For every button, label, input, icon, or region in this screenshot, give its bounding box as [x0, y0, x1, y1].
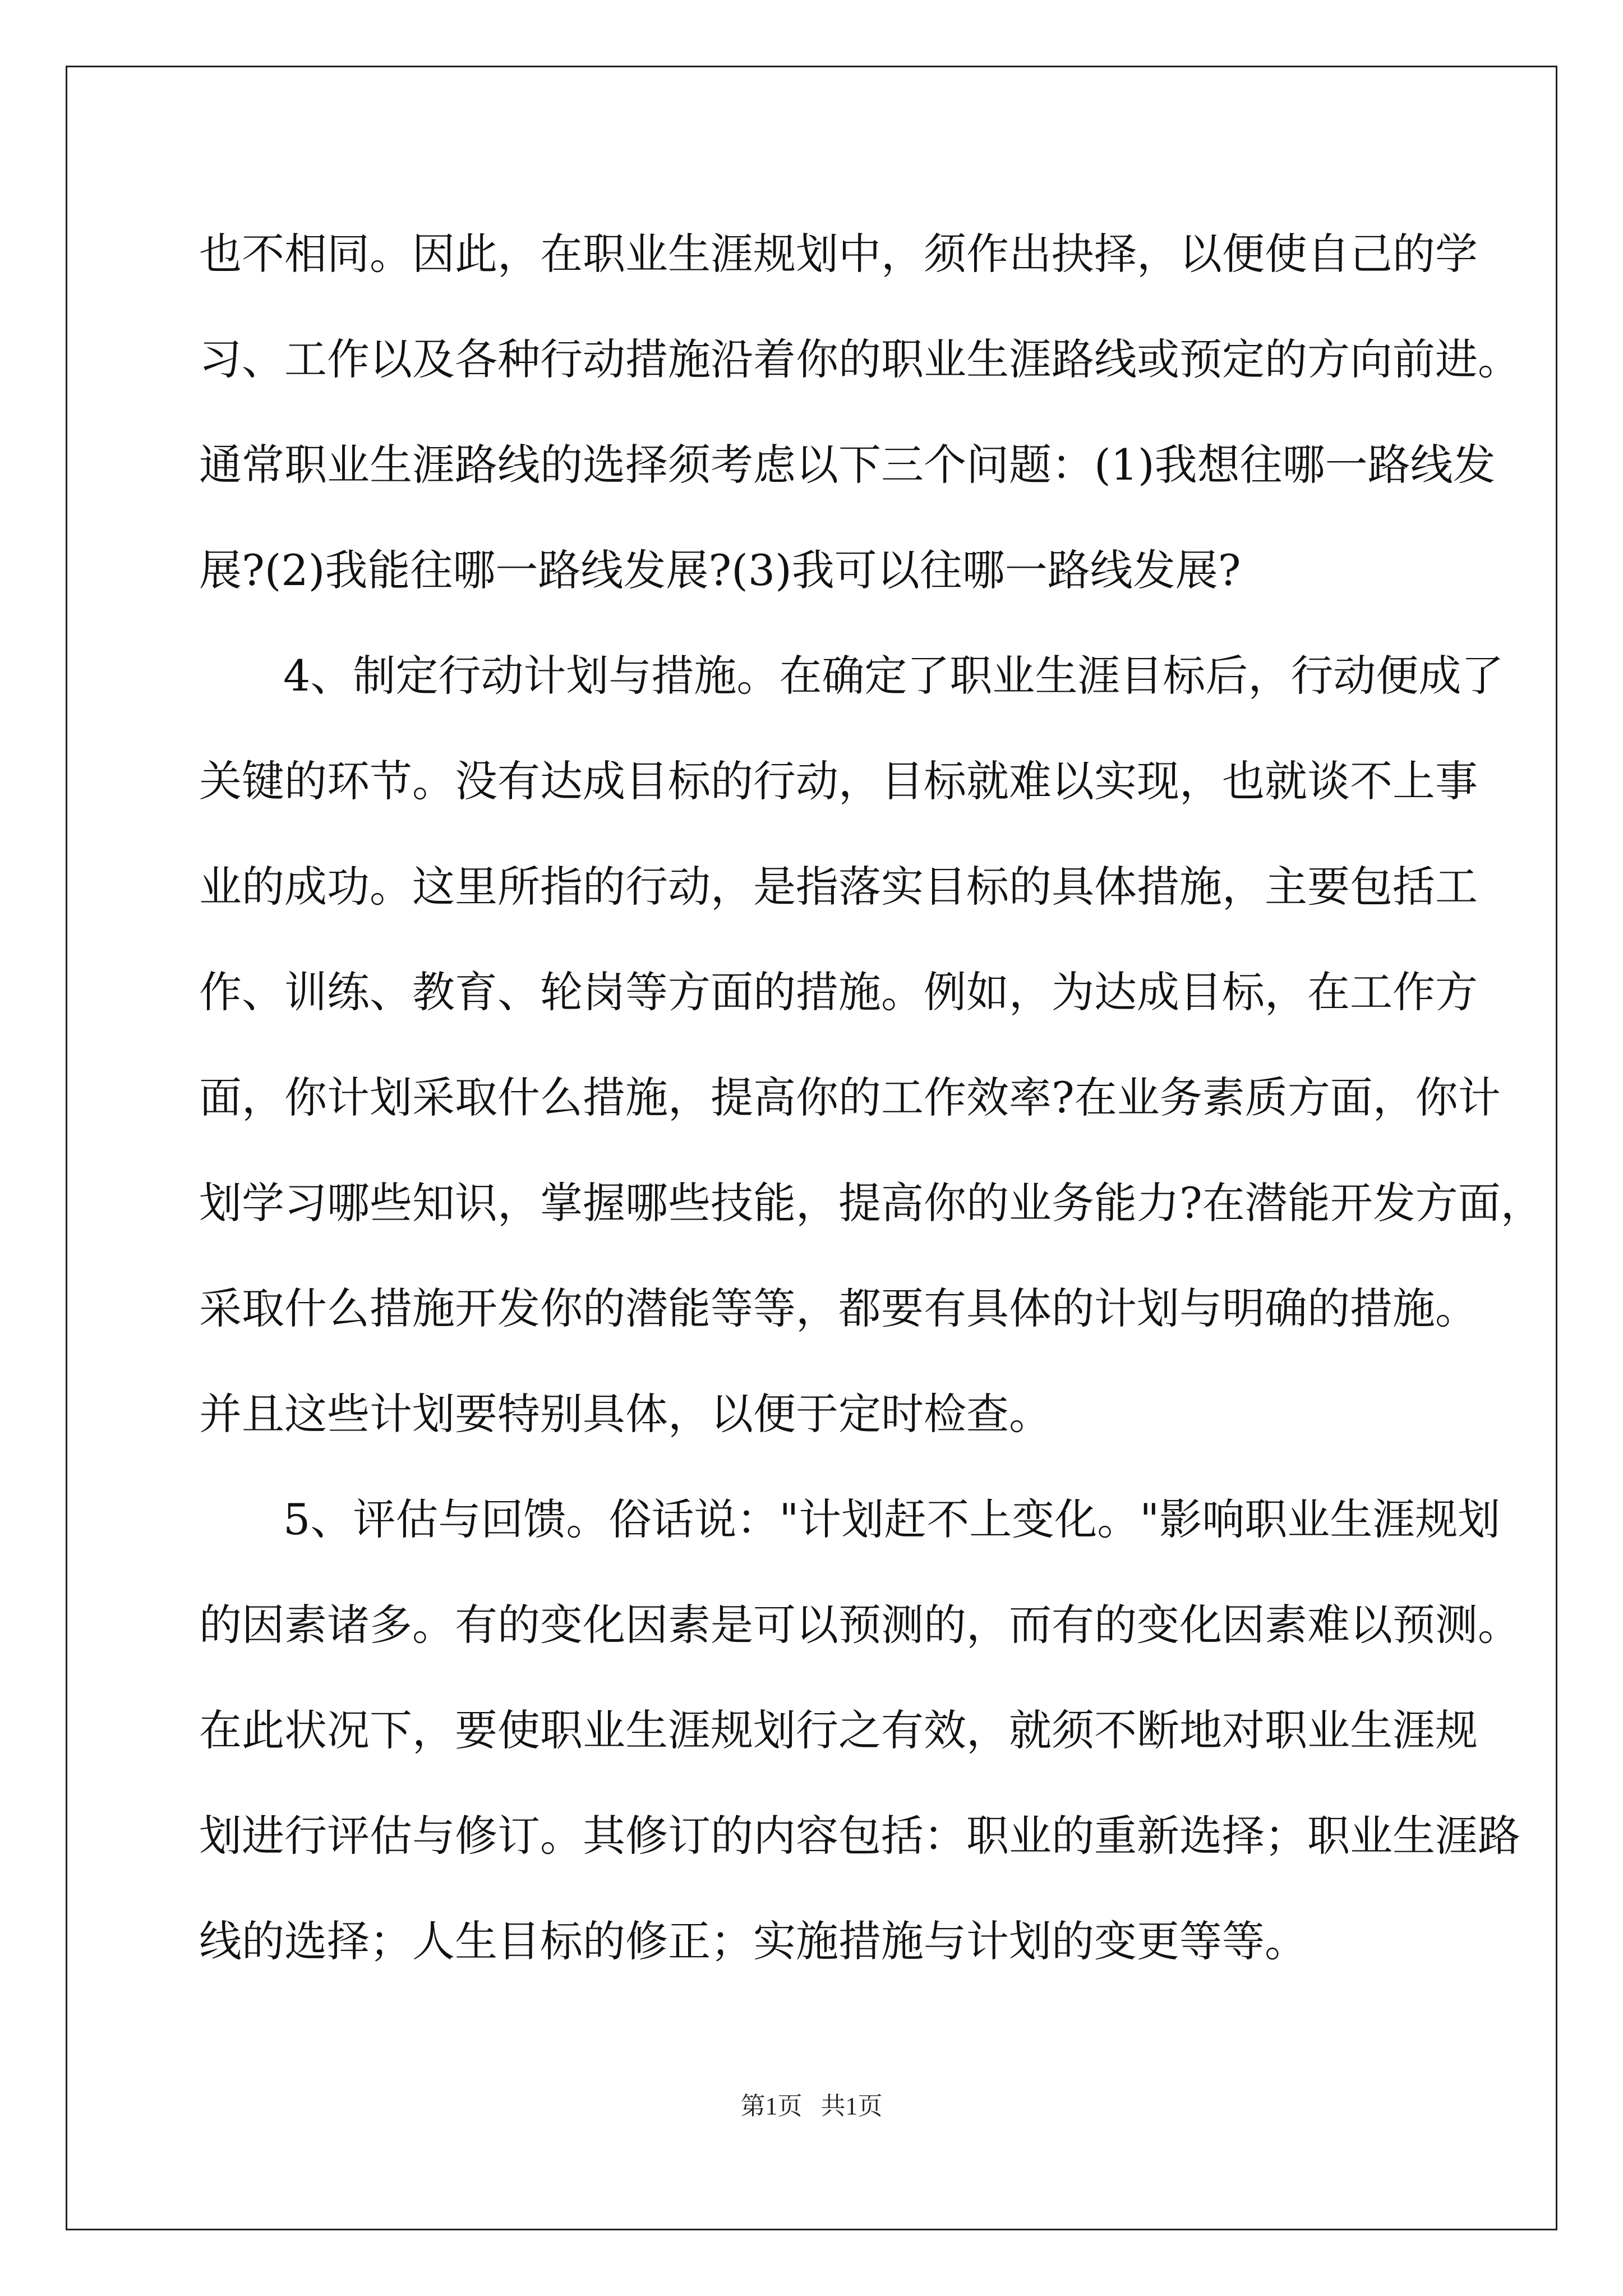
- text-line: 在此状况下，要使职业生涯规划行之有效，就须不断地对职业生涯规: [199, 1705, 1478, 1755]
- text-line: 线的选择；人生目标的修正；实施措施与计划的变更等等。: [199, 1916, 1307, 1966]
- text-line: 通常职业生涯路线的选择须考虑以下三个问题：(1)我想往哪一路线发: [199, 440, 1496, 490]
- text-line: 的因素诸多。有的变化因素是可以预测的，而有的变化因素难以预测。: [199, 1600, 1520, 1650]
- text-line: 也不相同。因此，在职业生涯规划中，须作出抉择，以便使自己的学: [199, 229, 1478, 279]
- text-line: 面，你计划采取什么措施，提高你的工作效率?在业务素质方面，你计: [199, 1073, 1501, 1122]
- text-line: 习、工作以及各种行动措施沿着你的职业生涯路线或预定的方向前进。: [199, 334, 1520, 384]
- text-line: 关键的环节。没有达成目标的行动，目标就难以实现，也就谈不上事: [199, 756, 1478, 806]
- text-line: 业的成功。这里所指的行动，是指落实目标的具体措施，主要包括工: [199, 862, 1478, 912]
- paragraph-start-line: 4、制定行动计划与措施。在确定了职业生涯目标后，行动便成了: [283, 651, 1504, 701]
- text-line: 划学习哪些知识，掌握哪些技能，提高你的业务能力?在潜能开发方面，: [199, 1178, 1543, 1228]
- text-line: 采取什么措施开发你的潜能等等，都要有具体的计划与明确的措施。: [199, 1283, 1478, 1333]
- text-line: 并且这些计划要特别具体，以便于定时检查。: [199, 1389, 1052, 1439]
- text-line: 展?(2)我能往哪一路线发展?(3)我可以往哪一路线发展?: [199, 545, 1241, 595]
- paragraph-start-line: 5、评估与回馈。俗话说："计划赶不上变化。"影响职业生涯规划: [283, 1494, 1501, 1544]
- text-line: 划进行评估与修订。其修订的内容包括：职业的重新选择；职业生涯路: [199, 1811, 1520, 1861]
- page-number-footer: 第1页 共1页: [740, 2092, 883, 2120]
- text-line: 作、训练、教育、轮岗等方面的措施。例如，为达成目标，在工作方: [199, 967, 1478, 1017]
